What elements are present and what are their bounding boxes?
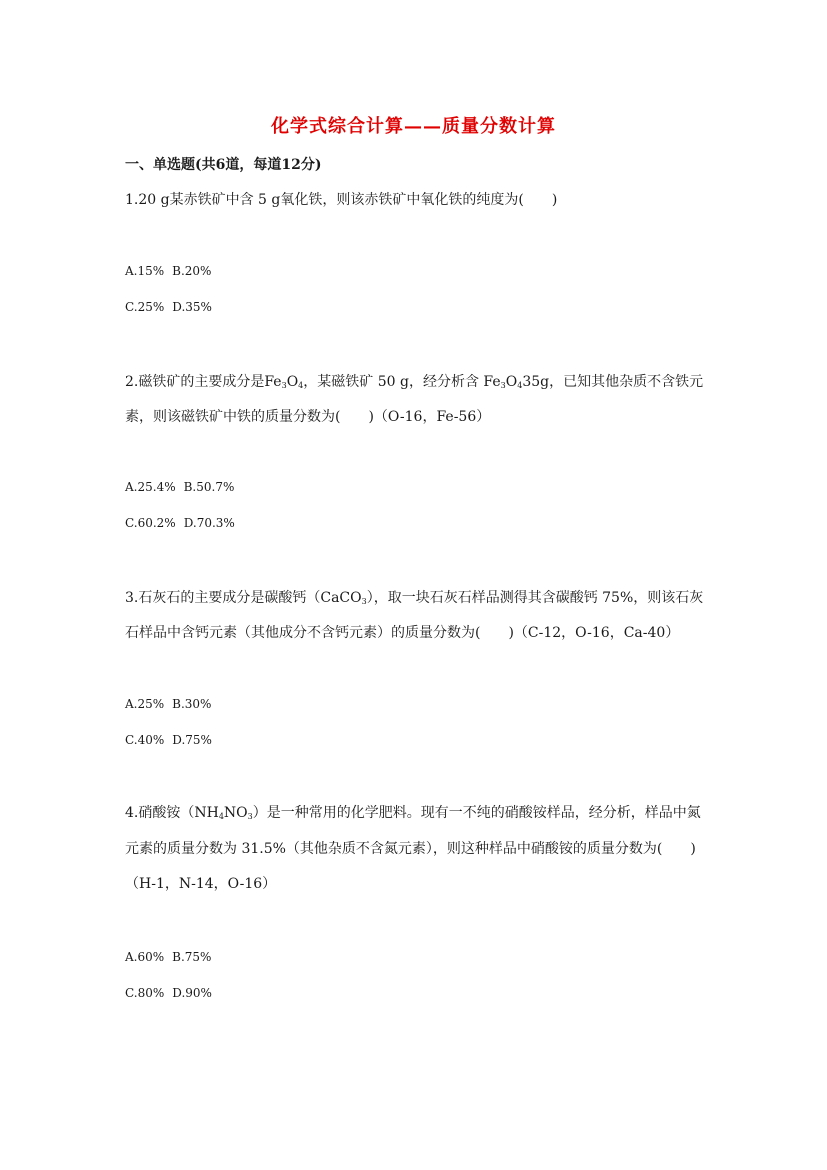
option-b: B.75% xyxy=(172,950,212,964)
option-d: D.70.3% xyxy=(183,516,235,530)
option-a: A.25% xyxy=(125,697,165,711)
option-c: C.80% xyxy=(125,986,165,1000)
question-4-text-line-1: 4.硝酸铵$(NH_4NO_3)$是一种常用的化学肥料。现有一不纯的硝酸铵样品，经分析，样品中氮 xyxy=(125,805,701,821)
option-d: D.90% xyxy=(172,986,212,1000)
question-4-options-row-1 xyxy=(125,950,211,964)
question-4-text-line-2: 元素的质量分数为 31.5%（其他杂质不含氮元素），则这种样品中硝酸铵的质量分数为( ) xyxy=(125,841,696,857)
option-c: C.60.2% xyxy=(125,516,176,530)
option-b: B.50.7% xyxy=(183,480,235,494)
option-b: B.30% xyxy=(172,697,212,711)
question-1-options-row-1 xyxy=(125,264,211,278)
option-d: D.35% xyxy=(172,300,212,314)
option-a: A.25.4% xyxy=(125,480,176,494)
option-a: A.15% xyxy=(125,264,165,278)
question-3-text-line-2: 石样品中含钙元素（其他成分不含钙元素）的质量分数为( )（C-12，O-16，Ca-40） xyxy=(125,625,680,641)
page-title: 化学式综合计算——质量分数计算 xyxy=(271,116,556,137)
question-4-text-line-3: （H-1，N-14，O-16） xyxy=(125,876,277,892)
section-heading: 一、单选题(共6道，每道12分) xyxy=(125,157,322,173)
option-a: A.60% xyxy=(125,950,165,964)
question-3-text-line-1: 3.石灰石的主要成分是碳酸钙（CaCO$_3$），取一块石灰石样品测得其含碳酸钙 75%，则该石灰 xyxy=(125,590,704,606)
question-2-text-line-1: 2.磁铁矿的主要成分是$Fe_3O_4$，某磁铁矿 50 g，经分析含 $Fe_3O_435g$，已知其他杂质不含铁元 xyxy=(125,374,704,390)
option-c: C.40% xyxy=(125,733,165,747)
option-b: B.20% xyxy=(172,264,212,278)
question-3-options-row-1 xyxy=(125,697,211,711)
question-1-text: 1.20 g某赤铁矿中含 5 g氧化铁，则该赤铁矿中氧化铁的纯度为( ) xyxy=(125,192,558,208)
question-2-text-line-2: 素，则该磁铁矿中铁的质量分数为( )（O-16，Fe-56） xyxy=(125,409,491,425)
question-4-options-row-2 xyxy=(125,986,212,1000)
question-3-options-row-2 xyxy=(125,733,212,747)
question-1-options-row-2 xyxy=(125,300,212,314)
question-2-options-row-1 xyxy=(125,480,234,494)
option-d: D.75% xyxy=(172,733,212,747)
question-2-options-row-2 xyxy=(125,516,235,530)
option-c: C.25% xyxy=(125,300,165,314)
